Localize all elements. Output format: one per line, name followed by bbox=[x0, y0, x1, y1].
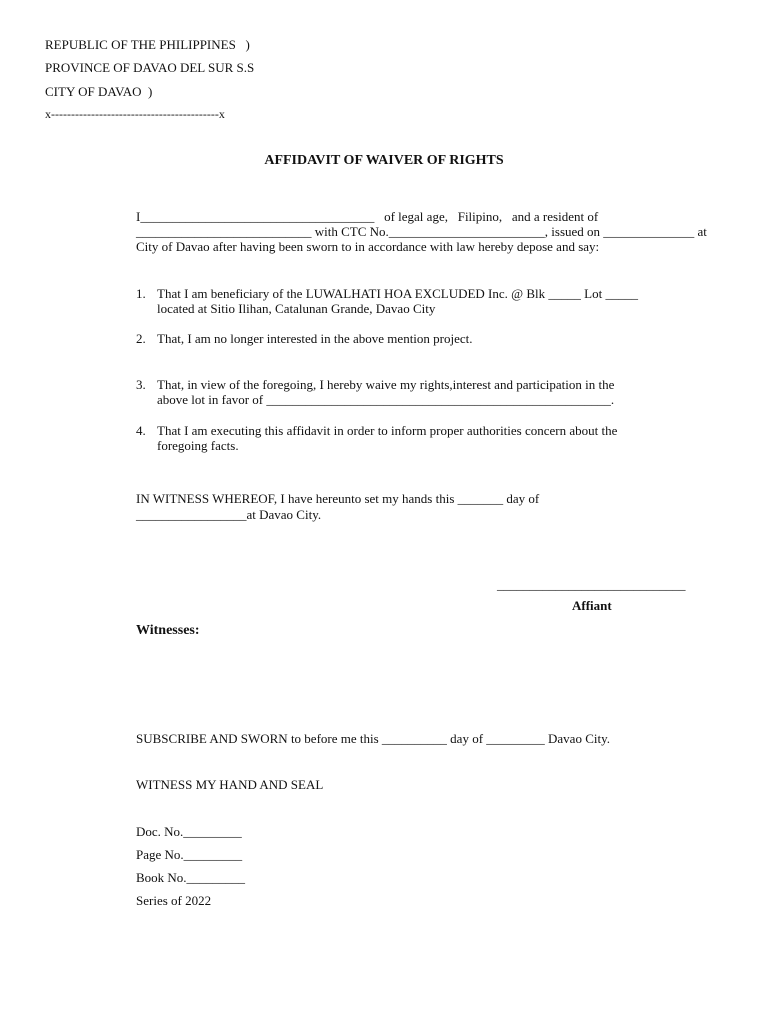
affiant-signature-line: _____________________________ bbox=[497, 577, 686, 592]
header-republic: REPUBLIC OF THE PHILIPPINES ) bbox=[45, 37, 250, 52]
document-title: AFFIDAVIT OF WAIVER OF RIGHTS bbox=[264, 153, 504, 168]
notary-page-no: Page No._________ bbox=[136, 847, 243, 862]
intro-line-1: I____________________________________ of legal age, Filipino, and a resident of bbox=[136, 209, 599, 224]
item-3-line-2: above lot in favor of _____________________________________________________. bbox=[157, 392, 615, 407]
notary-doc-no: Doc. No._________ bbox=[136, 824, 242, 839]
item-2-line-1: That, I am no longer interested in the above mention project. bbox=[157, 331, 473, 346]
affiant-label: Affiant bbox=[572, 598, 612, 613]
item-2-number: 2. bbox=[136, 331, 146, 346]
item-4-number: 4. bbox=[136, 423, 146, 438]
item-1-number: 1. bbox=[136, 286, 146, 301]
intro-line-2: ___________________________ with CTC No.________________________, issued on ______________ at bbox=[136, 224, 707, 239]
witness-clause-line-2: _________________at Davao City. bbox=[136, 507, 322, 522]
item-1-line-2: located at Sitio Ilihan, Catalunan Grande, Davao City bbox=[157, 301, 436, 316]
notary-series: Series of 2022 bbox=[136, 893, 212, 908]
item-3-number: 3. bbox=[136, 377, 146, 392]
item-1-line-1: That I am beneficiary of the LUWALHATI HOA EXCLUDED Inc. @ Blk _____ Lot _____ bbox=[157, 286, 638, 301]
subscribe-sworn: SUBSCRIBE AND SWORN to before me this __________ day of _________ Davao City. bbox=[136, 731, 610, 746]
notary-book-no: Book No._________ bbox=[136, 870, 246, 885]
witness-hand-seal: WITNESS MY HAND AND SEAL bbox=[136, 777, 324, 792]
item-4-line-1: That I am executing this affidavit in order to inform proper authorities concern about the bbox=[157, 423, 618, 438]
intro-line-3: City of Davao after having been sworn to in accordance with law hereby depose and say: bbox=[136, 239, 600, 254]
item-4-line-2: foregoing facts. bbox=[157, 438, 239, 453]
witnesses-label: Witnesses: bbox=[136, 623, 200, 638]
header-separator: x------------------------------------------x bbox=[45, 107, 225, 121]
header-city: CITY OF DAVAO ) bbox=[45, 84, 153, 99]
header-province: PROVINCE OF DAVAO DEL SUR S.S bbox=[45, 60, 255, 75]
witness-clause-line-1: IN WITNESS WHEREOF, I have hereunto set my hands this _______ day of bbox=[136, 491, 540, 506]
item-3-line-1: That, in view of the foregoing, I hereby waive my rights,interest and participation in the bbox=[157, 377, 615, 392]
